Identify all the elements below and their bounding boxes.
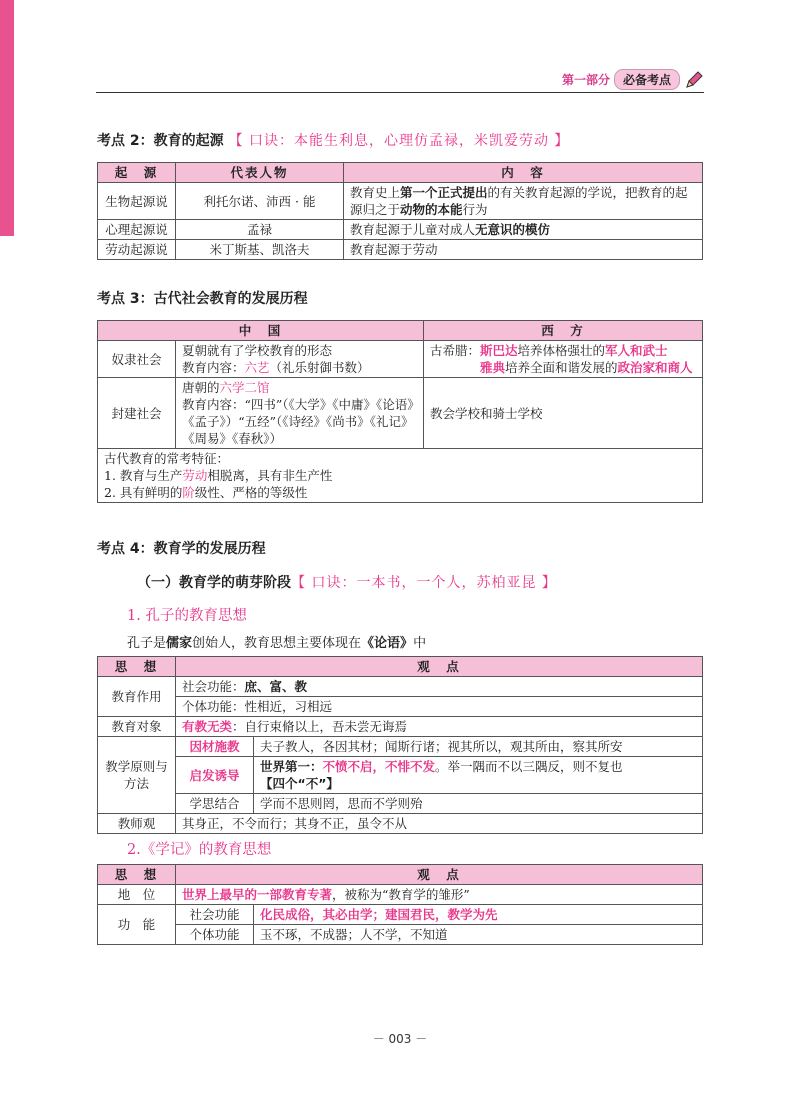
section-2-koujue: 【 口诀：本能生利息，心理仿孟禄，米凯爱劳动 】 bbox=[228, 133, 570, 149]
pencil-icon bbox=[684, 70, 704, 90]
table-row: 启发诱导 世界第一：不愤不启，不悱不发。举一隅而不以三隅反，则不复也【四个“不”】 bbox=[98, 757, 703, 794]
origin-table bbox=[97, 162, 703, 260]
table-row: 功 能 社会功能 化民成俗，其必由学；建国君民，教学为先 bbox=[98, 905, 703, 925]
section-2-title: 考点 2：教育的起源 【 口诀：本能生利息，心理仿孟禄，米凯爱劳动 】 bbox=[97, 133, 570, 149]
table-row: 古代教育的常考特征： 1. 教育与生产劳动相脱离，具有非生产性 2. 具有鲜明的阶级性、严格的等级性 bbox=[98, 449, 703, 503]
col-content: 内 容 bbox=[344, 163, 703, 183]
table-row: 教师观 其身正，不令而行；其身不正，虽令不从 bbox=[98, 814, 703, 834]
page-number: － 003 － bbox=[372, 1032, 428, 1046]
col-view: 观 点 bbox=[176, 865, 703, 885]
ancient-table bbox=[97, 320, 703, 503]
col-west: 西 方 bbox=[424, 321, 703, 341]
col-thought: 思 想 bbox=[98, 657, 176, 677]
xueji-heading: 2.《学记》的教育思想 bbox=[127, 842, 272, 858]
col-origin: 起 源 bbox=[98, 163, 176, 183]
table-row: 学思结合 学而不思则罔，思而不学则殆 bbox=[98, 794, 703, 814]
xueji-table bbox=[97, 864, 703, 945]
table-row: 生物起源说 利托尔诺、沛西 · 能 教育史上第一个正式提出的有关教育起源的学说，把教育的起源归之于动物的本能行为 bbox=[98, 183, 703, 220]
table-row: 劳动起源说 米丁斯基、凯洛夫 教育起源于劳动 bbox=[98, 240, 703, 260]
header-part: 第一部分 bbox=[561, 73, 610, 87]
table-row: 心理起源说 孟禄 教育起源于儿童对成人无意识的模仿 bbox=[98, 220, 703, 240]
kongzi-intro: 孔子是儒家创始人，教育思想主要体现在《论语》中 bbox=[127, 636, 427, 651]
col-people: 代表人物 bbox=[176, 163, 344, 183]
table-row: 封建社会 唐朝的六学二馆 教育内容：“四书”（《大学》《中庸》《论语》 《孟子》）“五经”（《诗经》《尚书》《礼记》 《周易》《春秋》） 教会学校和骑士学校 bbox=[98, 378, 703, 449]
table-row: 教育作用 社会功能：庶、富、教 bbox=[98, 677, 703, 697]
table-row: 教育对象 有教无类：自行束脩以上，吾未尝无诲焉 bbox=[98, 717, 703, 737]
table-row: 地 位 世界上最早的一部教育专著，被称为“教育学的雏形” bbox=[98, 885, 703, 905]
section-4-title: 考点 4：教育学的发展历程 bbox=[97, 541, 266, 557]
col-view: 观 点 bbox=[176, 657, 703, 677]
table-row: 个体功能：性相近，习相远 bbox=[98, 697, 703, 717]
side-tab bbox=[0, 0, 14, 236]
col-china: 中 国 bbox=[98, 321, 424, 341]
table-row: 教学原则与方法 因材施教 夫子教人，各因其材；闻斯行诸；视其所以，观其所由，察其所安 bbox=[98, 737, 703, 757]
sub-heading-1: （一）教育学的萌芽阶段【 口诀：一本书，一个人，苏柏亚昆 】 bbox=[137, 575, 557, 591]
table-row: 个体功能 玉不琢，不成器；人不学，不知道 bbox=[98, 925, 703, 945]
col-thought: 思 想 bbox=[98, 865, 176, 885]
header-tag: 必备考点 bbox=[614, 69, 680, 90]
page-header bbox=[96, 66, 704, 93]
kongzi-table bbox=[97, 656, 703, 834]
kongzi-heading: 1. 孔子的教育思想 bbox=[127, 608, 247, 624]
section-3-title: 考点 3：古代社会教育的发展历程 bbox=[97, 291, 308, 307]
table-row: 奴隶社会 夏朝就有了学校教育的形态 教育内容：六艺（礼乐射御书数） 古希腊：斯巴达培养体格强壮的军人和武士 雅典培养全面和谐发展的政治家和商人 bbox=[98, 341, 703, 378]
